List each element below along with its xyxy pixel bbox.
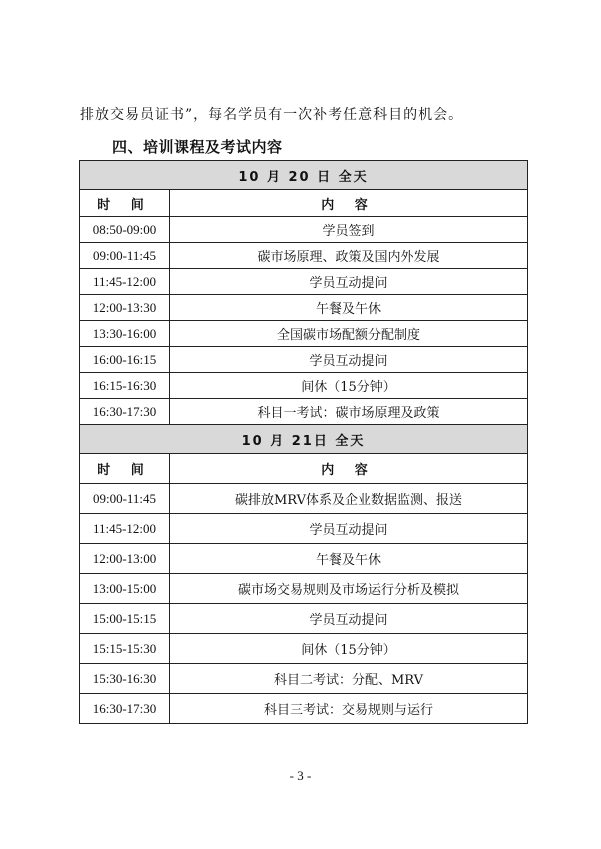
day-title: 10 月 21日 全天 [80,425,528,454]
table-row [80,321,528,347]
table-row [80,373,528,399]
content-cell: 碳市场交易规则及市场运行分析及模拟 [170,574,528,604]
page-number: - 3 - [289,768,312,783]
content-cell: 午餐及午休 [170,295,528,321]
content-cell: 学员互动提问 [170,347,528,373]
content-cell: 全国碳市场配额分配制度 [170,321,528,347]
content-cell: 学员互动提问 [170,269,528,295]
content-cell: 科目二考试：分配、MRV [170,664,528,694]
table-row [80,243,528,269]
time-cell: 13:00-15:00 [80,574,170,604]
content-cell: 间休（15分钟） [170,373,528,399]
table-row [80,484,528,514]
column-header-row [80,190,528,217]
section-heading: 四、培训课程及考试内容 [112,138,283,156]
content-cell: 科目一考试：碳市场原理及政策 [170,399,528,425]
time-cell: 11:45-12:00 [80,514,170,544]
table-row [80,574,528,604]
col-content-header: 内 容 [170,190,528,217]
day-title: 10 月 20 日 全天 [80,161,528,190]
time-cell: 09:00-11:45 [80,484,170,514]
time-cell: 09:00-11:45 [80,243,170,269]
time-cell: 16:30-17:30 [80,694,170,724]
content-cell: 碳排放MRV体系及企业数据监测、报送 [170,484,528,514]
content-cell: 学员互动提问 [170,514,528,544]
time-cell: 15:15-15:30 [80,634,170,664]
content-cell: 科目三考试：交易规则与运行 [170,694,528,724]
time-cell: 08:50-09:00 [80,217,170,243]
table-row [80,217,528,243]
time-cell: 16:30-17:30 [80,399,170,425]
col-time-header: 时 间 [80,190,170,217]
col-time-header: 时 间 [80,454,170,484]
day-header-row [80,161,528,190]
time-cell: 12:00-13:00 [80,544,170,574]
table-row [80,347,528,373]
time-cell: 11:45-12:00 [80,269,170,295]
content-cell: 碳市场原理、政策及国内外发展 [170,243,528,269]
table-row [80,604,528,634]
time-cell: 15:00-15:15 [80,604,170,634]
content-cell: 学员签到 [170,217,528,243]
content-cell: 学员互动提问 [170,604,528,634]
table-row [80,544,528,574]
table-row [80,634,528,664]
table-row [80,295,528,321]
time-cell: 16:15-16:30 [80,373,170,399]
intro-paragraph: 排放交易员证书”，每名学员有一次补考任意科目的机会。 [80,107,464,123]
schedule-table [79,160,528,724]
time-cell: 16:00-16:15 [80,347,170,373]
table-row [80,514,528,544]
time-cell: 12:00-13:30 [80,295,170,321]
table-row [80,664,528,694]
table-row [80,694,528,724]
time-cell: 13:30-16:00 [80,321,170,347]
day-header-row [80,425,528,454]
content-cell: 午餐及午休 [170,544,528,574]
table-row [80,399,528,425]
time-cell: 15:30-16:30 [80,664,170,694]
col-content-header: 内 容 [170,454,528,484]
content-cell: 间休（15分钟） [170,634,528,664]
table-row [80,269,528,295]
column-header-row [80,454,528,484]
